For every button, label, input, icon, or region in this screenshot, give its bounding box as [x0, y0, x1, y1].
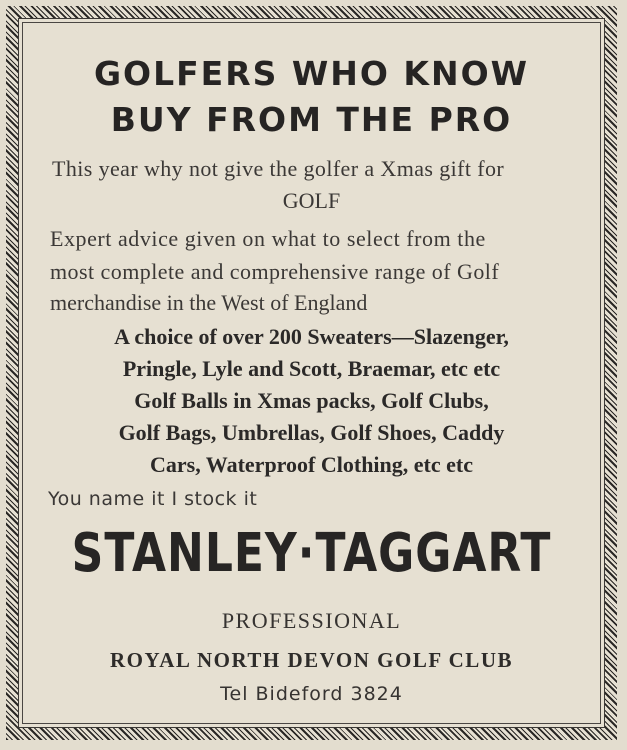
professional-title: PROFESSIONAL	[221, 608, 402, 633]
advice-line-2: most complete and comprehensive range of Golf	[50, 259, 500, 284]
tagline: You name it I stock it	[48, 488, 258, 510]
shop-name: STANLEY·TAGGART	[71, 522, 552, 585]
product-list-line: A choice of over 200 Sweaters—Slazenger,	[114, 324, 509, 349]
product-list-line: Golf Balls in Xmas packs, Golf Clubs,	[134, 388, 489, 413]
intro-line-2: GOLF	[282, 188, 341, 213]
headline-line-1: GOLFERS WHO KNOW	[93, 54, 530, 93]
product-list-line: Cars, Waterproof Clothing, etc etc	[149, 452, 473, 477]
intro-line-1: This year why not give the golfer a Xmas gift for	[52, 156, 505, 181]
phone-number: Tel Bideford 3824	[220, 683, 403, 705]
advice-line-3: merchandise in the West of England	[50, 290, 368, 315]
advice-line-1: Expert advice given on what to select from the	[50, 226, 486, 251]
product-list-line: Pringle, Lyle and Scott, Braemar, etc etc	[122, 356, 501, 381]
advertisement-border	[6, 6, 617, 740]
club-name: ROYAL NORTH DEVON GOLF CLUB	[109, 648, 513, 672]
headline-line-2: BUY FROM THE PRO	[110, 100, 513, 139]
product-list-line: Golf Bags, Umbrellas, Golf Shoes, Caddy	[118, 420, 505, 445]
